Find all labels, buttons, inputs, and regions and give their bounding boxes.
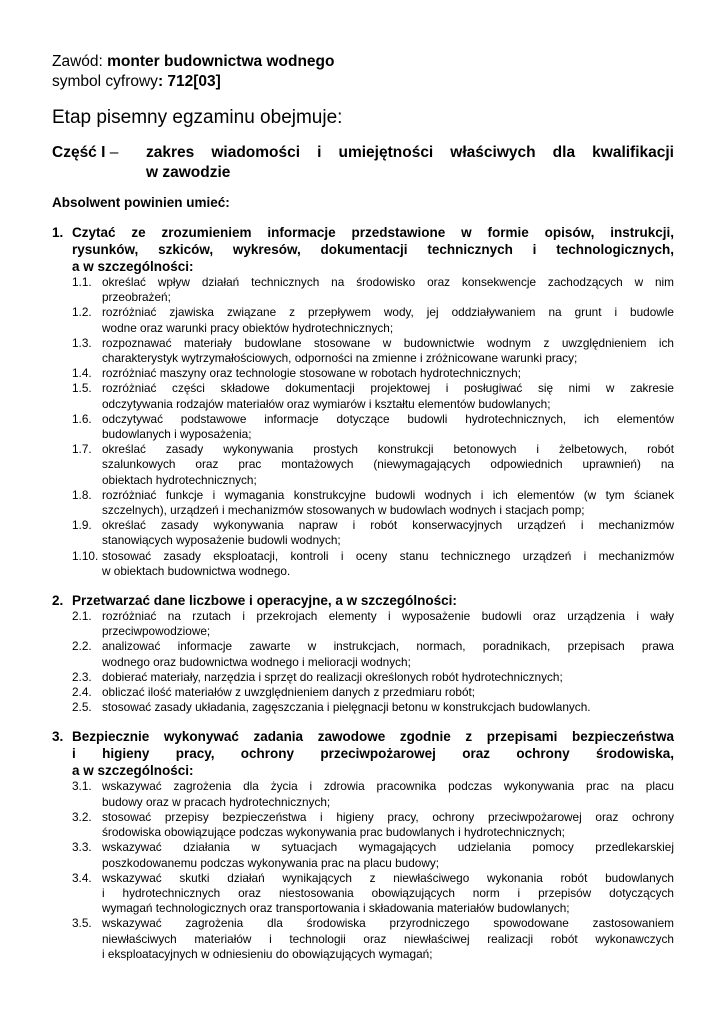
item-number: 1.3. — [72, 335, 92, 350]
section-number: 2. — [52, 593, 64, 609]
symbol-line — [52, 72, 674, 92]
item-text-line: niewłaściwych materiałów i technologii oraz niewłaściwej realizacji robót wykonawczych — [102, 931, 674, 946]
list-item — [52, 810, 674, 840]
item-text-line: wskazywać działania w sytuacjach wymagających udzielania pomocy przedlekarskiej — [102, 840, 674, 855]
list-item — [52, 381, 674, 411]
item-text-line: szczelnych), urządzeń i mechanizmów stosowanych w budowlach wodnych i stacjach pomp; — [102, 503, 585, 518]
item-text-line: odczytywać podstawowe informacje dotyczące budowli hydrotechnicznych, ich elementów — [102, 411, 674, 426]
item-number: 3.5. — [72, 916, 92, 931]
list-item — [52, 916, 674, 962]
item-text-line: środowiska obowiązujące podczas wykonywania prac budowlanych i hydrotechnicznych; — [102, 825, 565, 840]
list-item — [52, 639, 674, 669]
item-number: 1.8. — [72, 487, 92, 502]
item-number: 1.5. — [72, 381, 92, 396]
section-heading — [52, 592, 674, 609]
item-number: 1.10. — [72, 548, 99, 563]
profession-value: monter budownictwa wodnego — [107, 53, 335, 70]
item-text-line: budowlanych i wyposażenia; — [102, 427, 252, 442]
list-item — [52, 685, 674, 700]
document-page — [52, 52, 674, 962]
list-item — [52, 871, 674, 917]
section-items — [52, 275, 674, 579]
symbol-label: symbol cyfrowy — [52, 73, 158, 90]
item-number: 2.3. — [72, 669, 92, 684]
item-text-line: stosować zasady układania, zagęszczania i pielęgnacji betonu w konstrukcjach budowlanych. — [102, 700, 591, 715]
item-number: 2.2. — [72, 639, 92, 654]
list-item — [52, 779, 674, 809]
requirements-list — [52, 224, 674, 962]
section-heading-line: a w szczególności: — [72, 763, 194, 779]
item-text-line: i eksploatacyjnych w odniesieniu do obowiązujących wymagań; — [102, 946, 433, 961]
section-heading — [52, 224, 674, 275]
item-text-line: budowy oraz w pracach hydrotechnicznych; — [102, 794, 331, 809]
item-number: 1.4. — [72, 366, 92, 381]
item-number: 3.1. — [72, 779, 92, 794]
requirement-section — [52, 592, 674, 715]
item-text-line: dobierać materiały, narzędzia i sprzęt do realizacji określonych robót hydrotechnicznych; — [102, 669, 563, 684]
part-title-line-2: w zawodzie — [146, 164, 231, 181]
list-item — [52, 336, 674, 366]
list-item — [52, 442, 674, 488]
list-item — [52, 275, 674, 305]
item-number: 1.1. — [72, 275, 92, 289]
absolwent-heading: Absolwent powinien umieć: — [52, 195, 230, 210]
item-text-line: wodnego oraz budownictwa wodnego i melioracji wodnych; — [102, 654, 411, 669]
item-text-line: rozróżniać maszyny oraz technologie stosowane w robotach hydrotechnicznych; — [102, 366, 522, 381]
item-text-line: szalunkowych oraz prac montażowych (niewymagających odpowiednich uprawnień) na — [102, 457, 674, 472]
list-item — [52, 670, 674, 685]
list-item — [52, 609, 674, 639]
list-item — [52, 488, 674, 518]
item-text-line: wodne oraz warunki pracy obiektów hydrotechnicznych; — [102, 320, 394, 335]
part-dash: – — [109, 144, 119, 161]
section-number: 3. — [52, 729, 64, 745]
section-heading-line: Bezpiecznie wykonywać zadania zawodowe zgodnie z przepisami bezpieczeństwa — [72, 729, 674, 745]
item-text-line: wskazywać zagrożenia dla środowiska przyrodniczego spowodowane zastosowaniem — [102, 916, 674, 931]
item-number: 1.7. — [72, 442, 92, 457]
item-text-line: stosować przepisy bezpieczeństwa i higieny pracy, ochrony przeciwpożarowej oraz ochrony — [102, 809, 674, 824]
item-text-line: rozróżniać części składowe dokumentacji projektowej i posługiwać się nimi w zakresie — [102, 381, 674, 396]
item-text-line: odczytywania rodzajów materiałów oraz wymiarów i kształtu elementów budowlanych; — [102, 396, 551, 411]
item-number: 3.2. — [72, 809, 92, 824]
item-number: 2.1. — [72, 609, 92, 624]
item-text-line: rozróżniać na rzutach i przekrojach elementy i wyposażenie budowli oraz urządzenia i wały — [102, 609, 674, 624]
section-heading-line: Czytać ze zrozumieniem informacje przedstawione w formie opisów, instrukcji, — [72, 225, 674, 240]
item-number: 1.6. — [72, 411, 92, 426]
section-heading — [52, 728, 674, 779]
part-number: Część I — [52, 144, 106, 161]
requirement-section — [52, 728, 674, 961]
list-item — [52, 549, 674, 579]
list-item — [52, 366, 674, 381]
item-number: 1.9. — [72, 518, 92, 533]
list-item — [52, 700, 674, 715]
item-text-line: obiektach hydrotechnicznych; — [102, 472, 257, 487]
item-text-line: wymagań technologicznych oraz transportowania i składowania materiałów budowlanych; — [102, 901, 570, 916]
item-text-line: określać zasady wykonywania napraw i robót konserwacyjnych urządzeń i mechanizmów — [102, 518, 674, 533]
section-heading-line: a w szczególności: — [72, 259, 194, 274]
section-heading-line: Przetwarzać dane liczbowe i operacyjne, a w szczególności: — [72, 593, 457, 609]
item-text-line: i hydrotechnicznych oraz niestosowania obowiązujących norm i przepisów dotyczących — [102, 885, 674, 900]
exam-intro: Etap pisemny egzaminu obejmuje: — [52, 107, 343, 128]
profession-label: Zawód: — [52, 53, 108, 70]
item-text-line: przeciwpowodziowe; — [102, 624, 211, 639]
list-item — [52, 412, 674, 442]
list-item — [52, 518, 674, 548]
item-text-line: analizować informacje zawarte w instrukcjach, normach, poradnikach, przepisach prawa — [102, 639, 674, 654]
item-number: 2.5. — [72, 700, 92, 715]
item-text-line: rozróżniać zjawiska związane z przepływem wody, jej oddziaływaniem na grunt i budowle — [102, 305, 674, 320]
item-text-line: w obiektach budownictwa wodnego. — [102, 563, 291, 578]
item-number: 3.4. — [72, 870, 92, 885]
section-number: 1. — [52, 225, 64, 240]
part-title-line-1: zakres wiadomości i umiejętności właściwych dla kwalifikacji — [146, 144, 674, 161]
item-number: 3.3. — [72, 840, 92, 855]
item-text-line: wskazywać zagrożenia dla życia i zdrowia pracownika podczas wykonywania prac na placu — [102, 779, 674, 794]
symbol-value: : 712[03] — [157, 73, 221, 90]
list-item — [52, 840, 674, 870]
part-title — [52, 143, 674, 183]
item-text-line: rozpoznawać materiały budowlane stosowane w budownictwie wodnym z uwzględnieniem ich — [102, 335, 674, 350]
item-text-line: rozróżniać funkcje i wymagania konstrukcyjne budowli wodnych i ich elementów (w tym ścianek — [102, 487, 674, 502]
item-number: 1.2. — [72, 305, 92, 320]
item-number: 2.4. — [72, 685, 92, 700]
profession-line — [52, 52, 674, 72]
item-text-line: obliczać ilość materiałów z uwzględnieniem danych z przedmiaru robót; — [102, 685, 476, 700]
item-text-line: stanowiących wyposażenie budowli wodnych; — [102, 533, 341, 548]
section-heading-line: rysunków, szkiców, wykresów, dokumentacji technicznych i technologicznych, — [72, 242, 674, 257]
item-text-line: poszkodowanemu podczas wykonywania prac na placu budowy; — [102, 855, 440, 870]
item-text-line: przeobrażeń; — [102, 290, 171, 305]
section-heading-line: i higieny pracy, ochrony przeciwpożarowej oraz ochrony środowiska, — [72, 746, 674, 762]
item-text-line: charakterystyk wytrzymałościowych, odporności na zmienne i zróżnicowane warunki pracy; — [102, 351, 578, 366]
section-items — [52, 609, 674, 715]
requirement-section — [52, 224, 674, 579]
item-text-line: określać zasady wykonywania prostych konstrukcji betonowych i żelbetowych, robót — [102, 442, 674, 457]
item-text-line: stosować zasady eksploatacji, kontroli i oceny stanu technicznego urządzeń i mechanizmów — [102, 548, 674, 563]
part-lead — [52, 143, 118, 163]
list-item — [52, 305, 674, 335]
item-text-line: określać wpływ działań technicznych na środowisko oraz konsekwencje zachodzących w nim — [102, 275, 674, 289]
item-text-line: wskazywać skutki działań wynikających z niewłaściwego wykonania robót budowlanych — [102, 870, 674, 885]
section-items — [52, 779, 674, 961]
